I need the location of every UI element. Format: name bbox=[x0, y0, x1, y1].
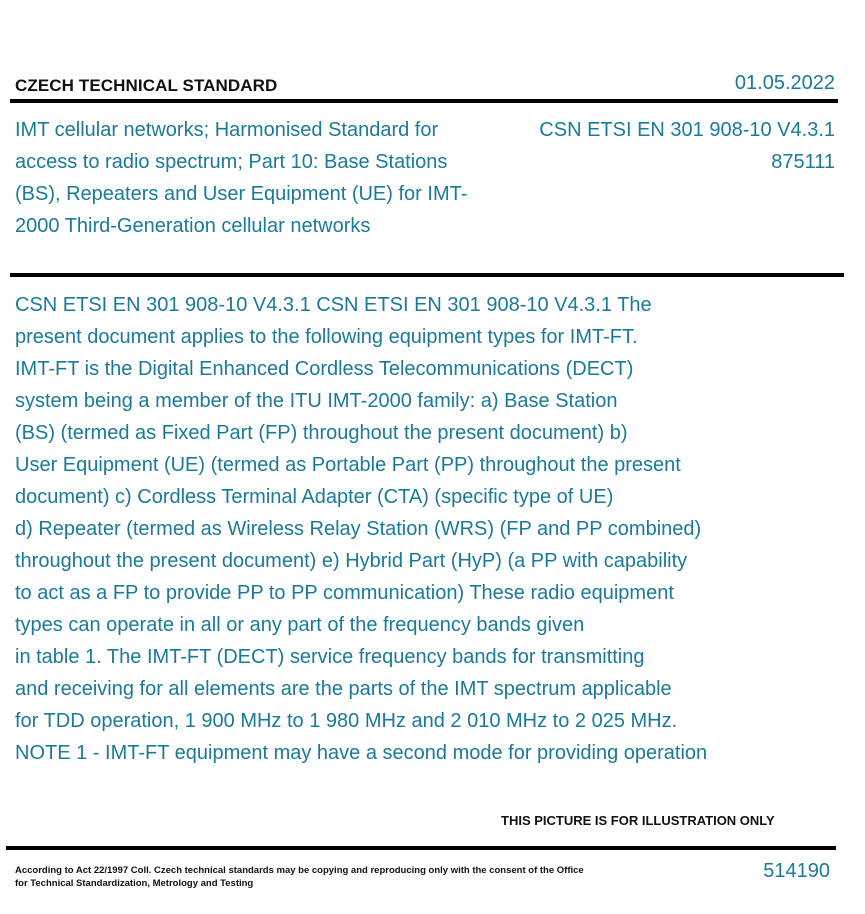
standard-type-label: CZECH TECHNICAL STANDARD bbox=[15, 76, 278, 95]
standard-identifier bbox=[539, 114, 835, 178]
standard-code: CSN ETSI EN 301 908-10 V4.3.1 bbox=[539, 119, 835, 141]
document-id: 514190 bbox=[763, 860, 830, 882]
document-title: IMT cellular networks; Harmonised Standard for access to radio spectrum; Part 10: Base Stations (BS), Repeaters and User Equipment (UE) for IMT-2000 Third-Generation cellular networks bbox=[15, 119, 468, 237]
publication-date: 01.05.2022 bbox=[734, 72, 835, 94]
header-divider bbox=[10, 99, 838, 103]
title-divider bbox=[10, 273, 844, 277]
document-abstract: CSN ETSI EN 301 908-10 V4.3.1 CSN ETSI EN 301 908-10 V4.3.1 The present document applies to the following equipment types for IMT-FT. IMT-FT is the Digital Enhanced Cordless Telecommunications (DECT) system being a member of the ITU IMT-2000 family: a) Base Station (BS) (termed as Fixed Part (FP) throughout the present document) b) User Equipment (UE) (termed as Portable Part (PP) throughout the present document) c) Cordless Terminal Adapter (CTA) (specific type of UE) d) Repeater (termed as Wireless Relay Station (WRS) (FP and PP combined) throughout the present document) e) Hybrid Part (HyP) (a PP with capability to act as a FP to provide PP to PP communication) These radio equipment types can operate in all or any part of the frequency bands given in table 1. The IMT-FT (DECT) service frequency bands for transmitting and receiving for all elements are the parts of the IMT spectrum applicable for TDD operation, 1 900 MHz to 1 980 MHz and 2 010 MHz to 2 025 MHz. NOTE 1 - IMT-FT equipment may have a second mode for providing operation bbox=[15, 294, 708, 764]
illustration-disclaimer: THIS PICTURE IS FOR ILLUSTRATION ONLY bbox=[501, 813, 775, 828]
legal-notice: According to Act 22/1997 Coll. Czech technical standards may be copying and reproducing only with the consent of the Office for Technical Standardization, Metrology and Testing bbox=[15, 865, 584, 889]
class-number: 875111 bbox=[771, 151, 835, 173]
footer-divider bbox=[6, 846, 836, 850]
